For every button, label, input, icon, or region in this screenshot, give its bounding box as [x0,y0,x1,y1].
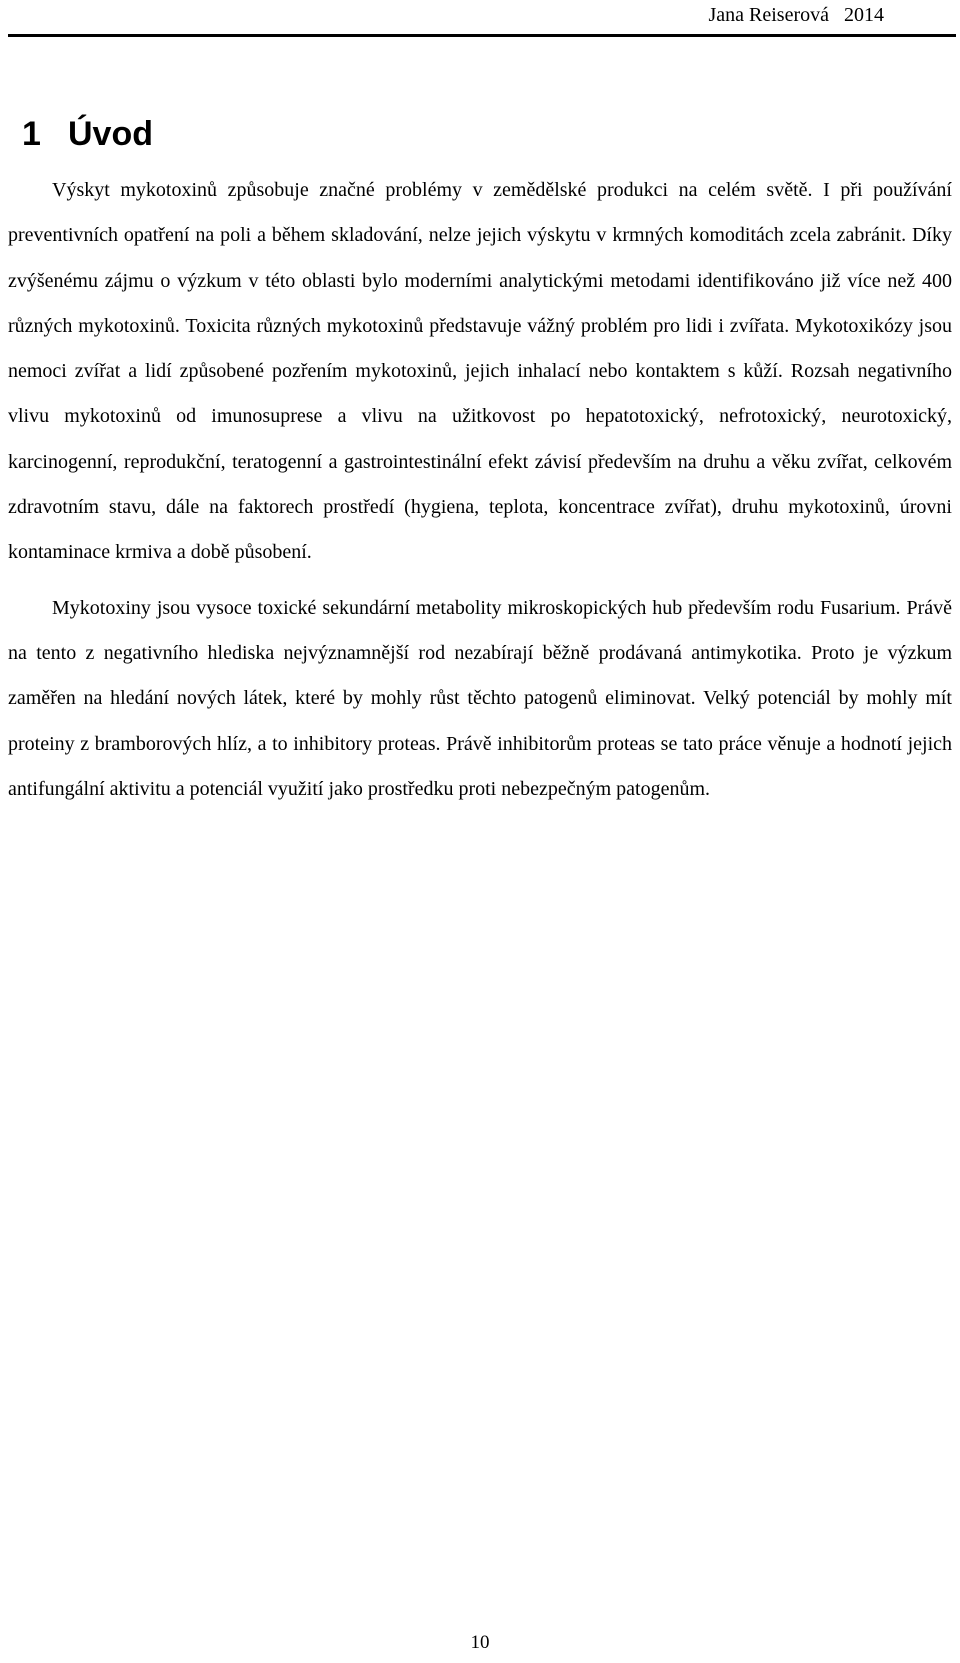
header-text [708,2,884,28]
body-text [8,168,952,812]
paragraph-1: Výskyt mykotoxinů způsobuje značné problémy v zemědělské produkci na celém světě. I při používání preventivních opatření na poli a během skladování, nelze jejich výskytu v krmných komoditách zcela zabránit. Díky zvýšenému zájmu o výzkum v této oblasti bylo moderními analytickými metodami identifikováno již více než 400 různých mykotoxinů. Toxicita různých mykotoxinů představuje vážný problém pro lidi i zvířata. Mykotoxikózy jsou nemoci zvířat a lidí způsobené pozřením mykotoxinů, jejich inhalací nebo kontaktem s kůží. Rozsah negativního vlivu mykotoxinů od imunosuprese a vlivu na užitkovost po hepatotoxický, nefrotoxický, neurotoxický, karcinogenní, reprodukční, teratogenní a gastrointestinální efekt závisí především na druhu a věku zvířat, celkovém zdravotním stavu, dále na faktorech prostředí (hygiena, teplota, koncentrace zvířat), druhu mykotoxinů, úrovni kontaminace krmiva a době působení. [8,179,952,564]
header-rule [8,34,956,37]
page-header [0,0,960,36]
header-year: 2014 [844,4,884,26]
chapter-heading [22,112,153,156]
page-number: 10 [470,1632,490,1653]
chapter-title: Úvod [68,115,153,153]
header-author: Jana Reiserová [708,4,829,26]
chapter-number: 1 [22,115,41,153]
paragraph-2: Mykotoxiny jsou vysoce toxické sekundární metabolity mikroskopických hub především rodu Fusarium. Právě na tento z negativního hlediska nejvýznamnější rod nezabírají běžně prodávaná antimykotika. Proto je výzkum zaměřen na hledání nových látek, které by mohly růst těchto patogenů eliminovat. Velký potenciál by mohly mít proteiny z bramborových hlíz, a to inhibitory proteas. Právě inhibitorům proteas se tato práce věnuje a hodnotí jejich antifungální aktivitu a potenciál využití jako prostředku proti nebezpečným patogenům. [8,596,952,800]
